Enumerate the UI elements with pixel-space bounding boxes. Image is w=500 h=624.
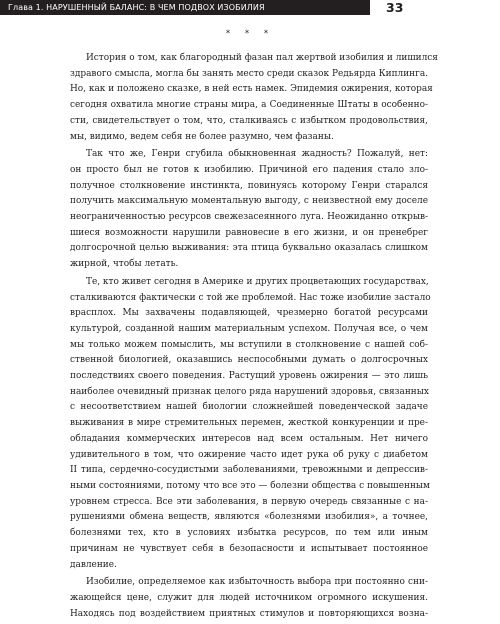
- paragraph: [70, 51, 438, 145]
- section-separator: * * *: [225, 29, 275, 39]
- text-line: болезнями тех, кто в условиях избытка ресурсов, по тем или иным: [70, 528, 428, 539]
- text-line: удивительного в том, что ожирение часто идет рука об руку с диабетом: [70, 449, 428, 460]
- text-line: уровнем стресса. Все эти заболевания, в первую очередь связанные с на-: [70, 496, 428, 507]
- header-bar: [0, 0, 370, 15]
- text-line: здравого смысла, могла бы занять место среди сказок Редьярда Киплинга.: [70, 68, 428, 79]
- text-line: выживания в мире стремительных перемен, жесткой конкуренции и пре-: [70, 418, 428, 429]
- text-line: История о том, как благородный фазан пал жертвой изобилия и лишился: [86, 53, 438, 63]
- text-line: наиболее очевидный признак целого ряда нарушений здоровья, связанных: [70, 386, 429, 397]
- text-line: Те, кто живет сегодня в Америке и других процветающих государствах,: [86, 276, 429, 287]
- text-line: II типа, сердечно-сосудистыми заболеваниями, тревожными и депрессив-: [70, 465, 428, 476]
- text-line: Находясь под воздействием приятных стимулов и повторяющихся возна-: [70, 608, 428, 619]
- text-line: неограниченностью ресурсов свежезасеянного луга. Неожиданно открыв-: [70, 212, 428, 223]
- text-line: он просто был не готов к изобилию. Причиной его падения стало зло-: [70, 164, 428, 175]
- text-line: причинам не чувствует себя в безопасности и испытывает постоянное: [70, 543, 428, 554]
- text-line: ными состояниями, потому что все это — болезни общества с повышенным: [70, 480, 431, 491]
- page-number: 33: [386, 0, 404, 15]
- text-line: рушениями обмена веществ, являются «болезнями изобилия», а точнее,: [70, 512, 428, 523]
- text-line: сегодня охватила многие страны мира, а Соединенные Штаты в особенно-: [70, 100, 428, 111]
- text-line: получное столкновение инстинкта, повинуясь которому Генри старался: [70, 180, 428, 191]
- text-line: обладания коммерческих интересов над всем остальным. Нет ничего: [70, 433, 428, 444]
- running-header: [0, 0, 500, 18]
- text-line: мы, видимо, ведем себя не более разумно, чем фазаны.: [70, 131, 334, 142]
- text-line: мы только можем помыслить, мы вступили в столкновение с нашей соб-: [70, 339, 428, 350]
- text-line: шиеся возможности нарушили равновесие в его жизни, и он пренебрег: [70, 227, 428, 238]
- paragraph: [70, 575, 428, 622]
- text-line: сти, свидетельствует о том, что, сталкиваясь с избытком продовольствия,: [70, 115, 428, 126]
- text-line: культурой, созданной нашим материальным успехом. Получая все, о чем: [70, 323, 428, 334]
- text-line: Так что же, Генри сгубила обыкновенная жадность? Пожалуй, нет:: [86, 149, 428, 160]
- chapter-title: Глава 1. НАРУШЕННЫЙ БАЛАНС: В ЧЕМ ПОДВОХ ИЗОБИЛИЯ: [8, 3, 265, 12]
- text-line: получить максимальную моментальную выгоду, с неизвестной ему доселе: [70, 196, 428, 207]
- text-line: врасплох. Мы захвачены подавляющей, чрезмерно богатой ресурсами: [70, 308, 428, 319]
- text-line: последствиях своего поведения. Растущий уровень ожирения — это лишь: [70, 371, 428, 382]
- text-line: сталкиваются фактически с той же проблемой. Нас тоже изобилие застало: [70, 292, 431, 303]
- paragraph: [70, 275, 431, 573]
- text-line: жающейся цене, служит для людей источником огромного искушения.: [70, 592, 428, 603]
- paragraph: [70, 147, 428, 273]
- text-line: долгосрочной целью выживания: эта птица буквально оказалась слишком: [70, 243, 428, 254]
- body-text: [70, 51, 438, 624]
- text-line: жирной, чтобы летать.: [70, 259, 179, 270]
- text-line: Изобилие, определяемое как избыточность выбора при постоянно сни-: [86, 577, 428, 588]
- text-line: Но, как и положено сказке, в ней есть намек. Эпидемия ожирения, которая: [70, 84, 433, 95]
- text-line: с несоответствием нашей биологии сложнейшей поведенческой задаче: [70, 402, 428, 413]
- text-line: давление.: [70, 559, 117, 570]
- text-line: ственной биологией, оказавшись неспособными думать о долгосрочных: [70, 355, 428, 366]
